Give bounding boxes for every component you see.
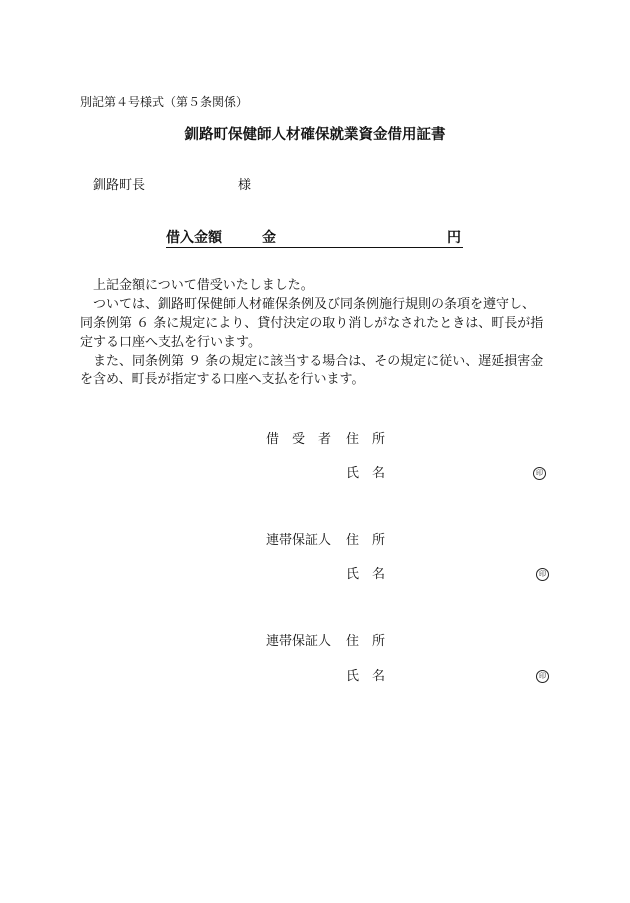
borrower-role-label: 借 受 者: [266, 432, 332, 447]
body-paragraph-1: 上記金額について借受いたしました。: [93, 278, 314, 293]
amount-prefix: 金: [262, 230, 276, 246]
body-paragraph-2-line-3: 定する口座へ支払を行います。: [80, 335, 261, 350]
guarantor2-address-label: 住 所: [346, 634, 386, 649]
document-title: 釧路町保健師人材確保就業資金借用証書: [184, 126, 446, 143]
amount-unit: 円: [447, 230, 461, 246]
body-paragraph-2-line-1: ついては、釧路町保健師人材確保条例及び同条例施行規則の条項を遵守し、: [93, 297, 536, 312]
guarantor1-seal-mark: 印: [536, 568, 549, 581]
amount-label: 借入金額: [166, 230, 222, 246]
guarantor1-name-label: 氏 名: [346, 567, 386, 582]
body-paragraph-3-line-1: また、同条例第 ９ 条の規定に該当する場合は、その規定に従い、遅延損害金: [93, 354, 544, 369]
borrower-name-label: 氏 名: [346, 466, 386, 481]
addressee: 釧路町長: [93, 178, 146, 193]
guarantor1-address-label: 住 所: [346, 533, 386, 548]
guarantor2-role-label: 連帯保証人: [266, 634, 332, 649]
body-paragraph-3-line-2: を含め、町長が指定する口座へ支払を行います。: [80, 372, 365, 387]
guarantor2-seal-mark: 印: [536, 670, 549, 683]
body-paragraph-2-line-2: 同条例第 ６ 条に規定により、貸付決定の取り消しがなされたときは、町長が指: [80, 316, 544, 331]
borrower-address-label: 住 所: [346, 432, 386, 447]
guarantor1-role-label: 連帯保証人: [266, 533, 332, 548]
borrower-seal-mark: 印: [533, 467, 546, 480]
guarantor2-name-label: 氏 名: [346, 669, 386, 684]
form-number: 別記第４号様式（第５条関係）: [80, 95, 249, 109]
addressee-honorific: 様: [238, 178, 252, 193]
